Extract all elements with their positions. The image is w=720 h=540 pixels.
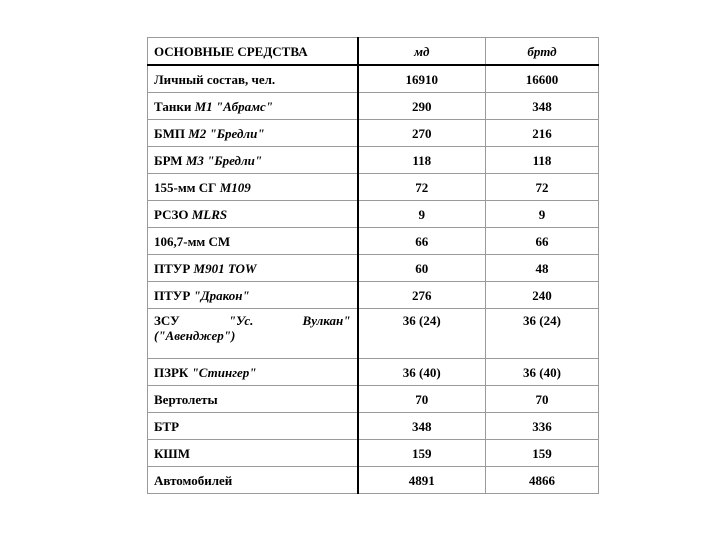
row-label [148, 255, 358, 282]
asset-name: РСЗО [154, 206, 189, 222]
brtd-value: 36 (40) [486, 359, 599, 386]
row-label [148, 93, 358, 120]
table-row [148, 413, 599, 440]
row-label [148, 359, 358, 386]
md-value: 72 [358, 174, 486, 201]
brtd-value: 159 [486, 440, 599, 467]
asset-name: Танки [154, 98, 192, 114]
row-label [148, 467, 358, 494]
asset-model: "Дракон" [193, 287, 250, 303]
md-value: 4891 [358, 467, 486, 494]
brtd-value: 336 [486, 413, 599, 440]
table-row [148, 201, 599, 228]
header-main-assets: ОСНОВНЫЕ СРЕДСТВА [148, 38, 358, 66]
table-row [148, 440, 599, 467]
row-label [148, 201, 358, 228]
table-row [148, 282, 599, 309]
brtd-value: 16600 [486, 65, 599, 93]
asset-model-part1: "Ус. [228, 313, 254, 328]
asset-name: БТР [154, 418, 180, 434]
table-row [148, 65, 599, 93]
asset-name: БРМ [154, 152, 183, 168]
asset-name: ЗСУ [154, 313, 180, 328]
md-value: 118 [358, 147, 486, 174]
md-value: 60 [358, 255, 486, 282]
table-header-row [148, 38, 599, 66]
brtd-value: 70 [486, 386, 599, 413]
asset-model-part2: Вулкан" [302, 313, 351, 328]
brtd-value: 9 [486, 201, 599, 228]
asset-name: КШМ [154, 445, 190, 461]
md-value: 159 [358, 440, 486, 467]
asset-name: Личный состав, чел. [154, 71, 276, 87]
md-value: 36 (24) [358, 309, 486, 359]
md-value: 70 [358, 386, 486, 413]
table-row [148, 93, 599, 120]
table-row [148, 228, 599, 255]
asset-name-line1 [154, 313, 351, 328]
asset-model-line2: ("Авенджер") [154, 328, 236, 343]
asset-model: М1 "Абрамс" [194, 98, 273, 114]
brtd-value: 4866 [486, 467, 599, 494]
asset-model: М109 [219, 179, 251, 195]
asset-model: М3 "Бредли" [185, 152, 263, 168]
asset-model: М901 TOW [193, 260, 257, 276]
brtd-value: 118 [486, 147, 599, 174]
md-value: 9 [358, 201, 486, 228]
table-row [148, 255, 599, 282]
brtd-value: 348 [486, 93, 599, 120]
row-label [148, 309, 358, 359]
brtd-value: 48 [486, 255, 599, 282]
asset-name: 106,7-мм СМ [154, 233, 231, 249]
md-value: 16910 [358, 65, 486, 93]
asset-model: "Стингер" [191, 364, 257, 380]
asset-name: ПТУР [154, 260, 191, 276]
row-label [148, 440, 358, 467]
forces-table [147, 37, 599, 494]
md-value: 66 [358, 228, 486, 255]
asset-model: М2 "Бредли" [188, 125, 265, 141]
row-label [148, 386, 358, 413]
row-label [148, 228, 358, 255]
row-label [148, 174, 358, 201]
table-row [148, 147, 599, 174]
table-row [148, 174, 599, 201]
asset-name: ПТУР [154, 287, 191, 303]
asset-name: Автомобилей [154, 472, 233, 488]
table-row [148, 467, 599, 494]
md-value: 276 [358, 282, 486, 309]
asset-model: MLRS [191, 206, 228, 222]
row-label [148, 120, 358, 147]
asset-name: БМП [154, 125, 185, 141]
md-value: 348 [358, 413, 486, 440]
row-label [148, 65, 358, 93]
brtd-value: 66 [486, 228, 599, 255]
header-brtd: бртд [486, 38, 599, 66]
brtd-value: 72 [486, 174, 599, 201]
table-row [148, 359, 599, 386]
md-value: 290 [358, 93, 486, 120]
brtd-value: 240 [486, 282, 599, 309]
md-value: 36 (40) [358, 359, 486, 386]
md-value: 270 [358, 120, 486, 147]
header-md: мд [358, 38, 486, 66]
asset-name: Вертолеты [154, 391, 218, 407]
brtd-value: 216 [486, 120, 599, 147]
row-label [148, 282, 358, 309]
table-row [148, 309, 599, 359]
row-label [148, 147, 358, 174]
table-row [148, 386, 599, 413]
asset-name: ПЗРК [154, 364, 189, 380]
table-row [148, 120, 599, 147]
brtd-value: 36 (24) [486, 309, 599, 359]
row-label [148, 413, 358, 440]
asset-name: 155-мм СГ [154, 179, 217, 195]
